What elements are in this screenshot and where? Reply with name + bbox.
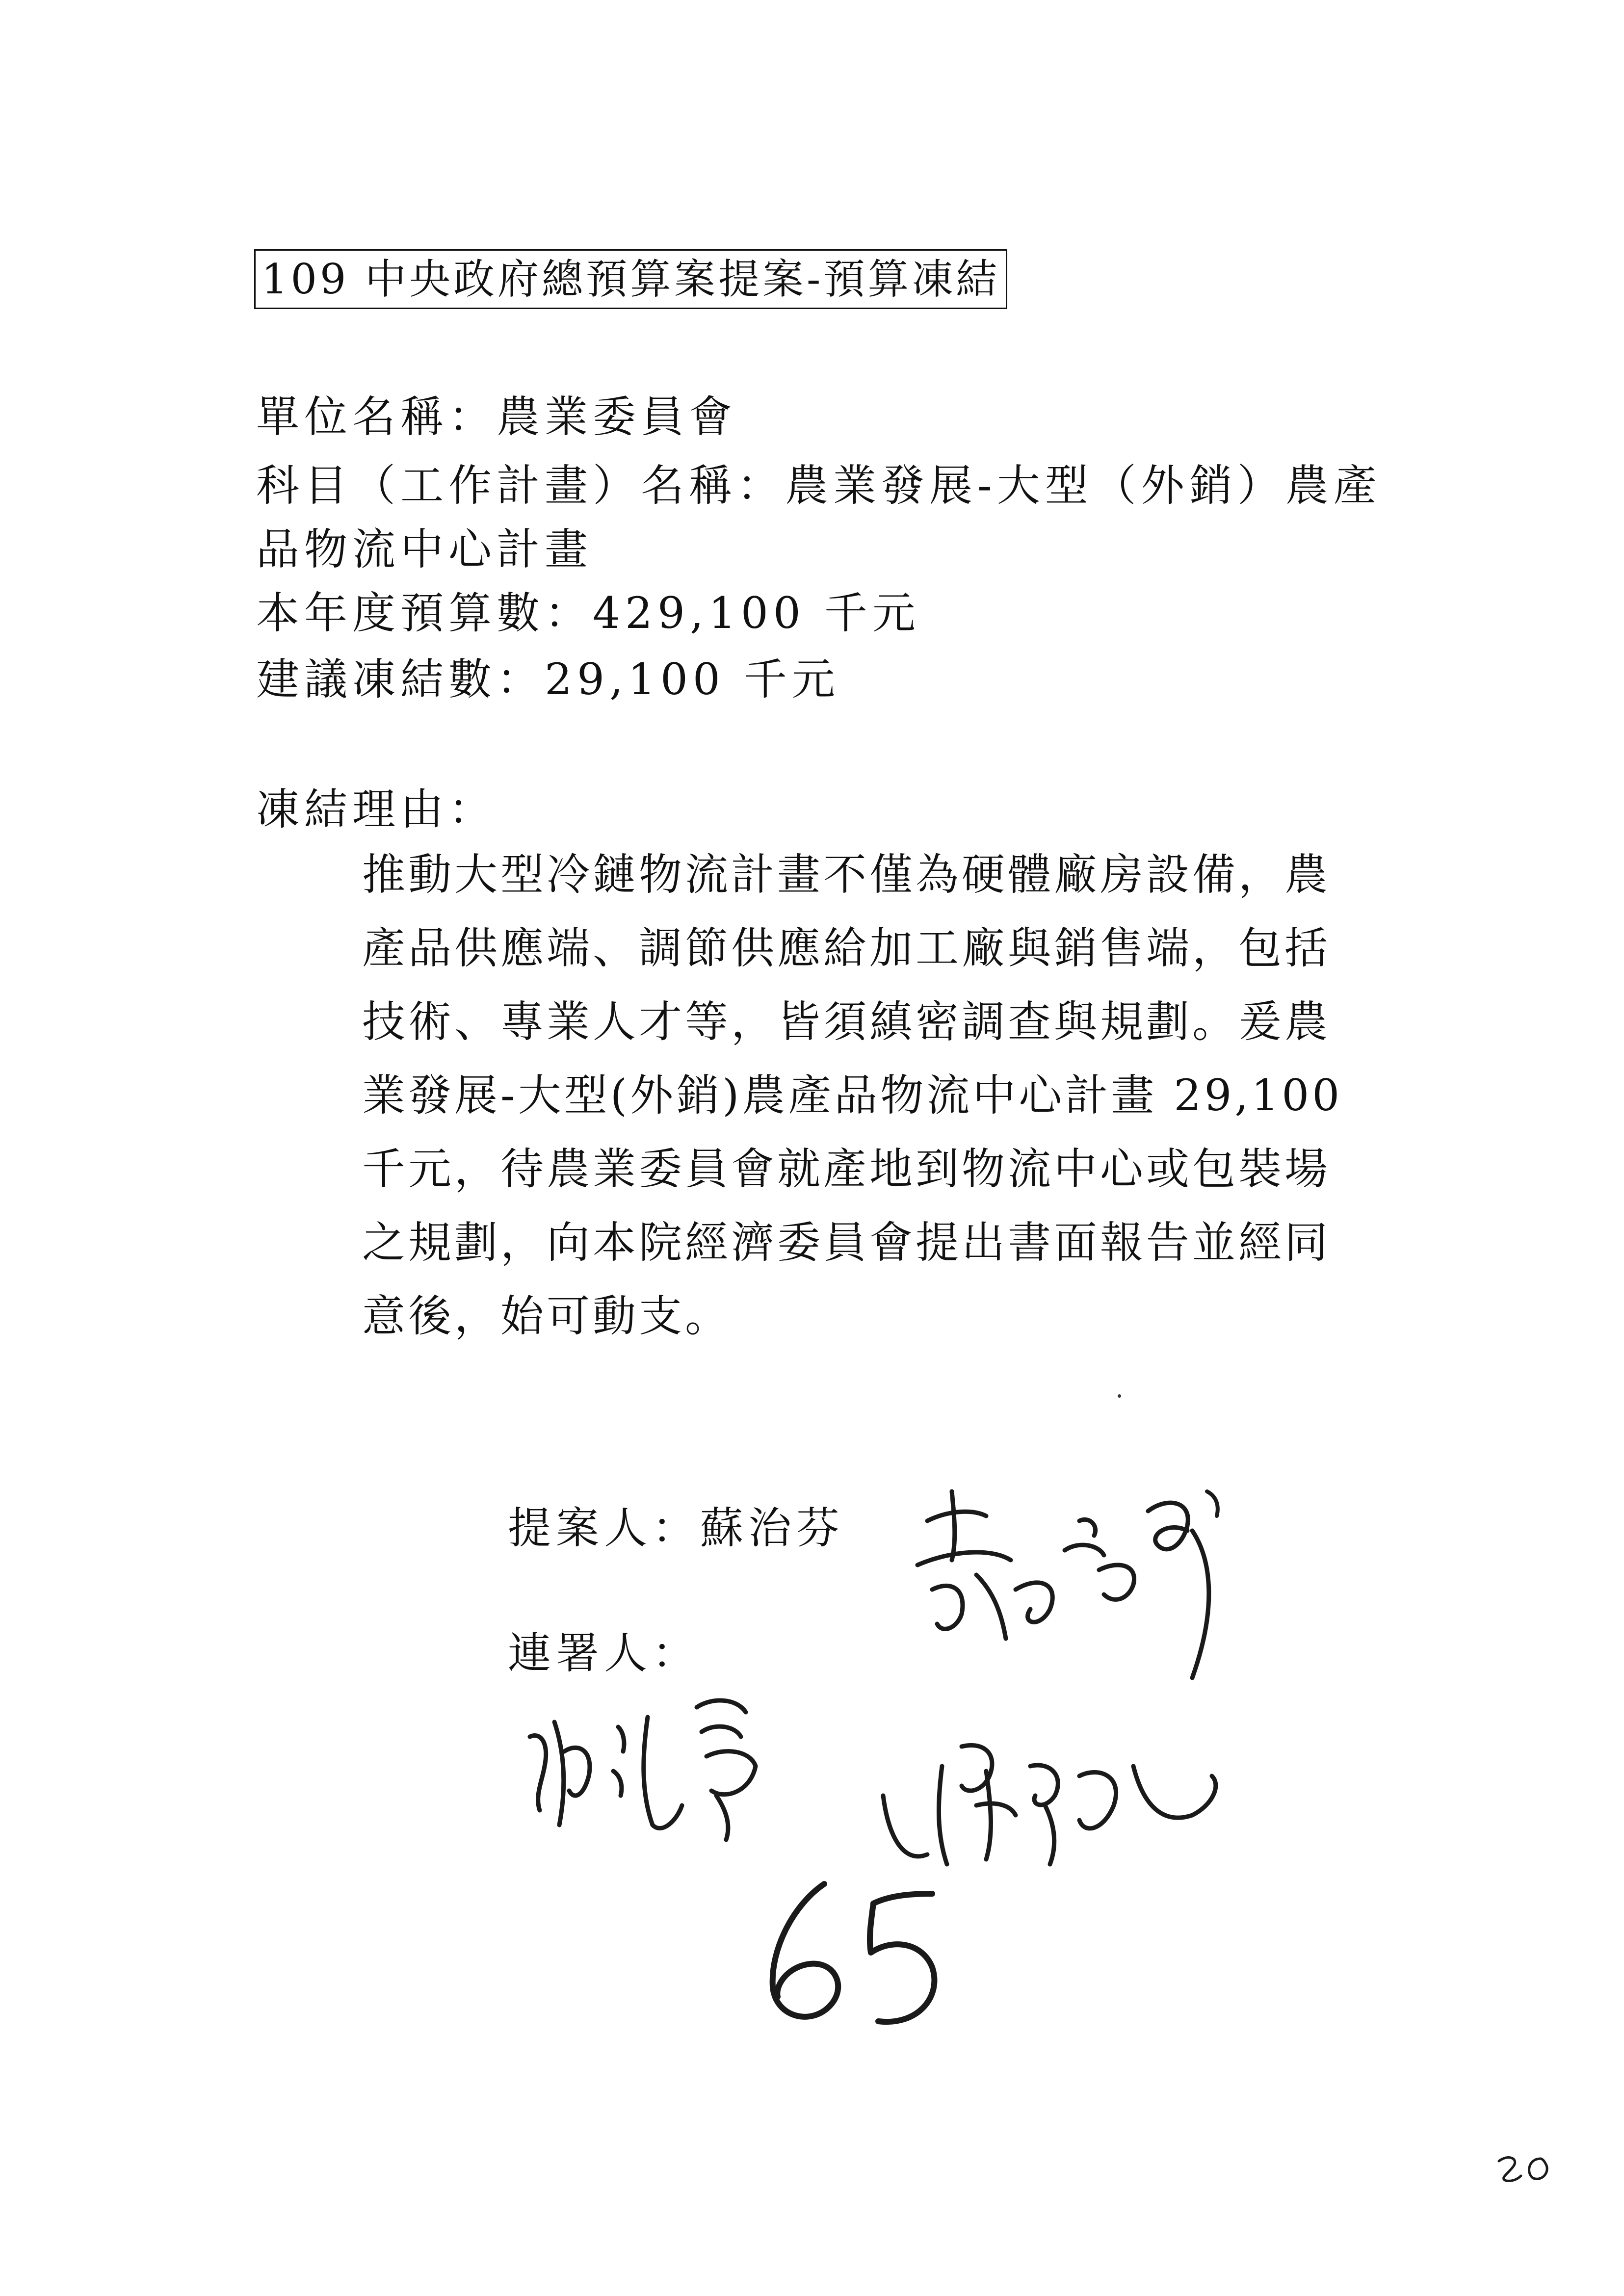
freeze-amount-line: 建議凍結數：29,100 千元 bbox=[256, 654, 840, 704]
stray-dot bbox=[1118, 1394, 1121, 1398]
unit-line: 單位名稱：農業委員會 bbox=[256, 391, 737, 442]
proposal-title: 109 中央政府總預算案提案-預算凍結 bbox=[254, 249, 1007, 309]
subject-line-2: 品物流中心計畫 bbox=[256, 524, 593, 574]
cosigner-label: 連署人： bbox=[508, 1628, 701, 1678]
reason-line: 之規劃，向本院經濟委員會提出書面報告並經同 bbox=[362, 1217, 1331, 1268]
reason-line: 意後，始可動支。 bbox=[362, 1291, 732, 1341]
proposer-handwritten-signature bbox=[893, 1462, 1266, 1737]
handwritten-number-65 bbox=[751, 1874, 957, 2036]
reason-line: 技術、專業人才等，皆須縝密調查與規劃。爰農 bbox=[362, 996, 1331, 1047]
reason-line: 業發展-大型(外銷)農產品物流中心計畫 29,100 bbox=[362, 1070, 1343, 1121]
page-mark bbox=[1494, 2151, 1558, 2186]
reason-paragraph bbox=[362, 838, 1397, 1353]
cosigner-handwritten-signature-2 bbox=[868, 1707, 1241, 1884]
reason-heading: 凍結理由： bbox=[256, 784, 497, 835]
budget-line: 本年度預算數：429,100 千元 bbox=[256, 588, 920, 638]
subject-line-1: 科目（工作計畫）名稱：農業發展-大型（外銷）農產 bbox=[256, 460, 1382, 511]
cosigner-handwritten-signature-1 bbox=[520, 1678, 795, 1854]
reason-line: 產品供應端、調節供應給加工廠與銷售端，包括 bbox=[362, 923, 1331, 973]
reason-line: 千元，待農業委員會就產地到物流中心或包裝場 bbox=[362, 1144, 1331, 1194]
proposer-line: 提案人：蘇治芬 bbox=[508, 1503, 845, 1553]
reason-line: 推動大型冷鏈物流計畫不僅為硬體廠房設備，農 bbox=[362, 849, 1331, 900]
